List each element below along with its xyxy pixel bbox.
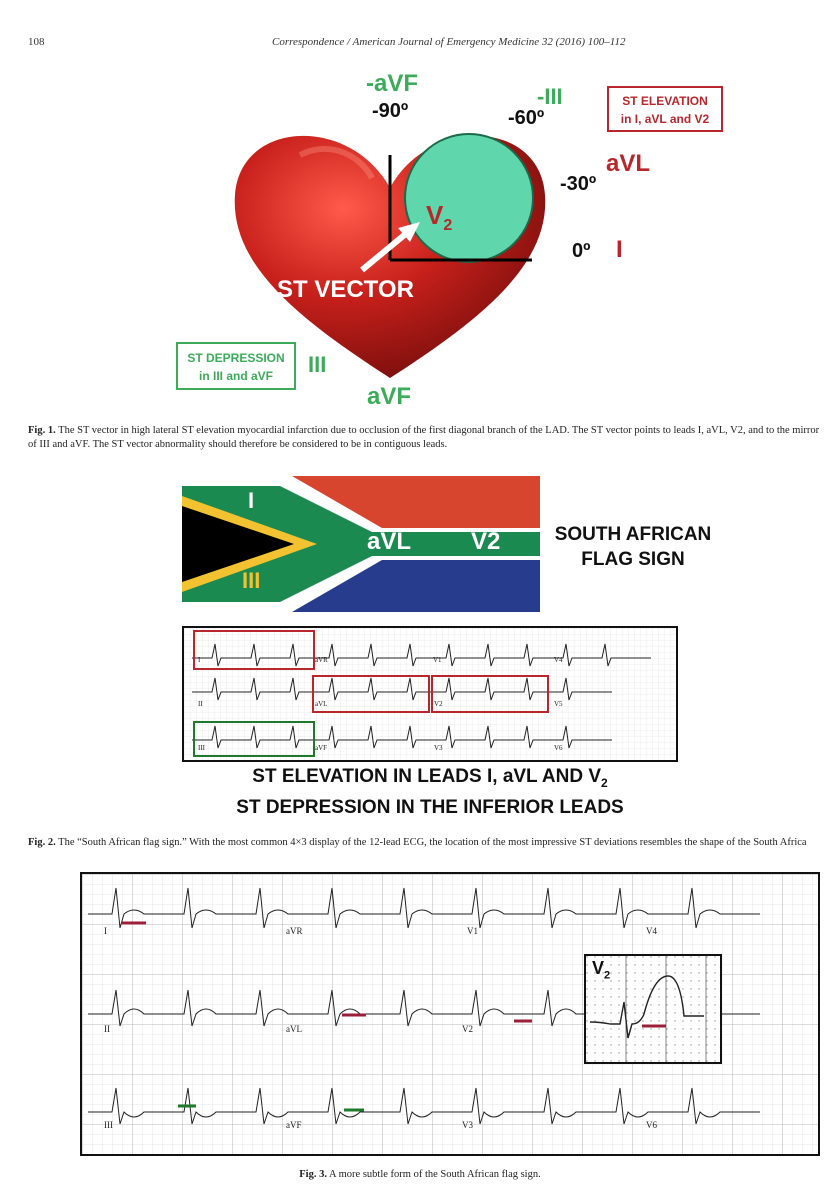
- label-neg-iii: -III: [537, 84, 563, 109]
- fig2-lead-i: I: [198, 656, 201, 664]
- fig3-lead-v6: V6: [646, 1120, 657, 1130]
- fig2-lead-avf: aVF: [315, 744, 328, 752]
- flag-sign-title: SOUTH AFRICAN FLAG SIGN: [554, 524, 712, 570]
- label-neg30: -30º: [560, 173, 597, 195]
- fig2-lead-avl: aVL: [315, 700, 328, 708]
- fig3-lead-v2: V2: [462, 1024, 473, 1034]
- label-neg-avf: -aVF: [366, 70, 419, 97]
- figure-1: [0, 60, 840, 410]
- label-zero: 0º: [572, 240, 591, 262]
- flag-label-iii: III: [242, 568, 261, 593]
- fig2-caption: Fig. 2. The “South African flag sign.” With the most common 4×3 display of the 12-lead ECG, the location of the most impressive ST deviations resembles the shape of the South Africa: [28, 837, 807, 848]
- fig3-ecg-strip: [80, 872, 820, 1156]
- fig3-lead-iii: III: [104, 1120, 113, 1130]
- fig3-lead-v1: V1: [467, 926, 478, 936]
- st-elevation-box: ST ELEVATION in I, aVL and V2: [607, 86, 723, 132]
- fig1-caption: Fig. 1. The ST vector in high lateral ST elevation myocardial infarction due to occlusion of the first diagonal branch of the LAD. The ST vector points to leads I, aVL, V2, and to the mirror of III and aVF. The ST vector abnormality should therefore be considered to be in contiguous leads.: [28, 425, 820, 450]
- fig3-lead-avl: aVL: [286, 1024, 302, 1034]
- label-v2: $V_2$: [426, 200, 453, 235]
- v2-circle: [405, 134, 533, 262]
- fig2-subtitle-2: ST DEPRESSION IN THE INFERIOR LEADS: [236, 797, 624, 818]
- fig2-lead-iii: III: [198, 744, 205, 752]
- page-number: 108: [28, 36, 45, 48]
- journal-header: Correspondence / American Journal of Emergency Medicine 32 (2016) 100–112: [272, 36, 626, 48]
- south-african-flag: [182, 476, 540, 612]
- fig2-lead-v5: V5: [554, 700, 563, 708]
- fig2-subtitle-1: ST ELEVATION IN LEADS I, aVL AND $V_2$: [252, 766, 608, 790]
- fig3-lead-avr: aVR: [286, 926, 303, 936]
- label-lead-iii: III: [308, 352, 327, 377]
- flag-label-v2: V2: [471, 528, 501, 555]
- label-avl: aVL: [606, 150, 651, 177]
- fig2-lead-v2: V2: [434, 700, 443, 708]
- label-neg90: -90º: [372, 100, 409, 122]
- fig2-lead-avr: aVR: [315, 656, 328, 664]
- fig2-lead-v3: V3: [434, 744, 443, 752]
- fig3-lead-v4: V4: [646, 926, 657, 936]
- inset-label: $V_2$: [592, 958, 611, 982]
- fig2-ecg-grid: [184, 628, 676, 760]
- label-neg60: -60º: [508, 107, 545, 129]
- flag-label-i: I: [248, 488, 255, 513]
- fig3-caption: Fig. 3. A more subtle form of the South African flag sign.: [299, 1169, 541, 1180]
- fig3-lead-ii: II: [104, 1024, 110, 1034]
- fig2-lead-v6: V6: [554, 744, 563, 752]
- label-avf: aVF: [367, 383, 412, 410]
- label-lead-i: I: [616, 236, 623, 263]
- st-depression-box: ST DEPRESSION in III and aVF: [176, 342, 296, 390]
- fig3-lead-i: I: [104, 926, 107, 936]
- fig3-v2-inset: [584, 954, 722, 1064]
- fig2-lead-v1: V1: [433, 656, 442, 664]
- fig2-lead-ii: II: [198, 700, 203, 708]
- fig2-lead-v4: V4: [554, 656, 563, 664]
- fig3-lead-avf: aVF: [286, 1120, 302, 1130]
- flag-label-avl: aVL: [367, 528, 412, 555]
- fig3-lead-v3: V3: [462, 1120, 473, 1130]
- label-st-vector: ST VECTOR: [277, 276, 414, 303]
- fig2-ecg-strip: [182, 626, 678, 762]
